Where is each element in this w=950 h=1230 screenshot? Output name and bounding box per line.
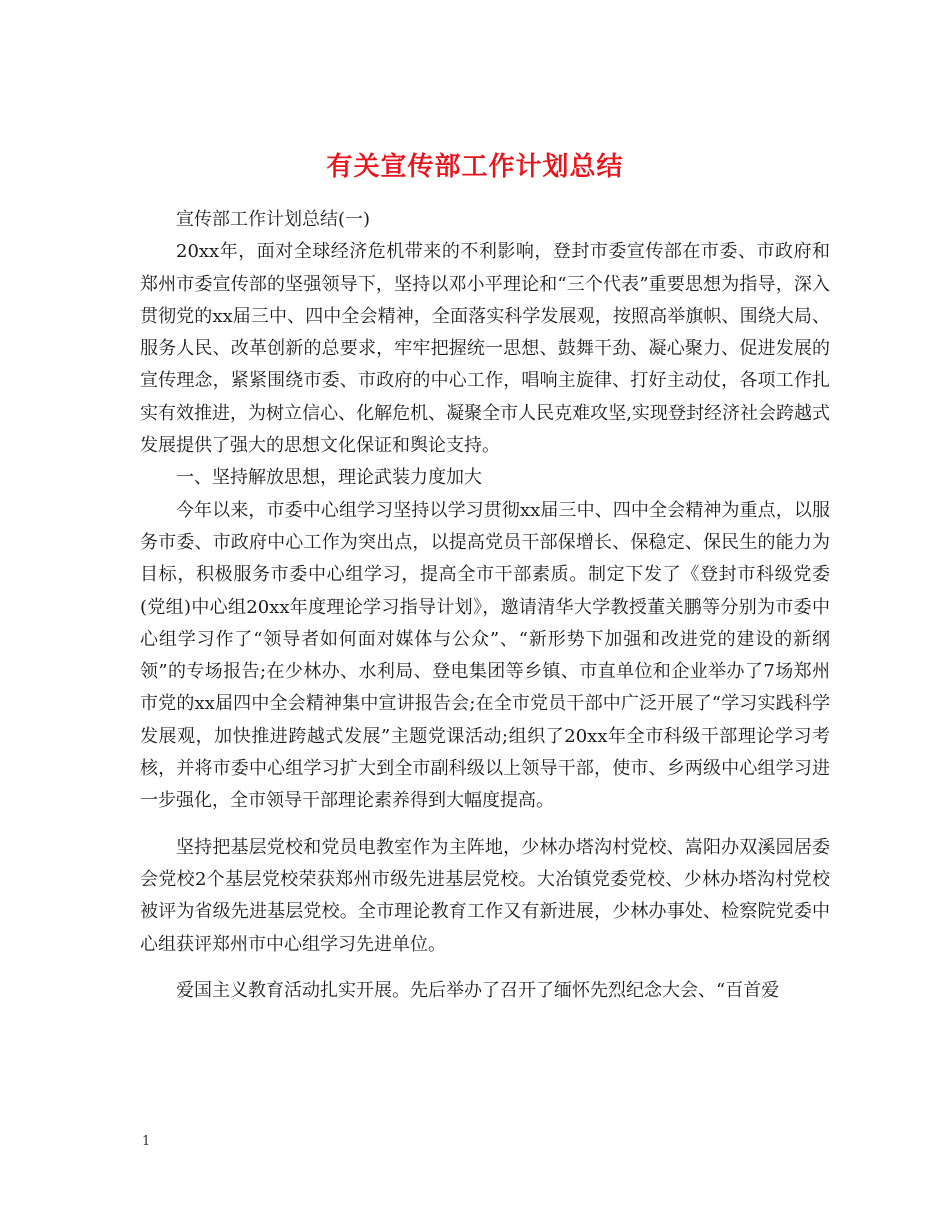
section-heading: 宣传部工作计划总结(一)	[176, 209, 371, 230]
document-body	[140, 204, 830, 1007]
paragraph: 坚持把基层党校和党员电教室作为主阵地，少林办塔沟村党校、嵩阳办双溪园居委会党校2个基层党校荣获郑州市级先进基层党校。大冶镇党委党校、少林办塔沟村党校被评为省级先进基层党校。全市理论教育工作又有新进展，少林办事处、检察院党委中心组获评郑州市中心组学习先进单位。	[140, 836, 830, 955]
page-number: 1	[142, 1134, 151, 1149]
subsection-heading: 一、坚持解放思想，理论武装力度加大	[176, 467, 482, 489]
document-title: 有关宣传部工作计划总结	[326, 152, 624, 183]
paragraph: 今年以来，市委中心组学习坚持以学习贯彻xx届三中、四中全会精神为重点，以服务市委、市政府中心工作为突出点，以提高党员干部保增长、保稳定、保民生的能力为目标，积极服务市委中心组学习，提高全市干部素质。制定下发了《登封市科级党委(党组)中心组20xx年度理论学习指导计划》，邀请清华大学教授董关鹏等分别为市委中心组学习作了“领导者如何面对媒体与公众”、“新形势下加强和改进党的建设的新纲领”的专场报告;在少林办、水利局、登电集团等乡镇、市直单位和企业举办了7场郑州市党的xx届四中全会精神集中宣讲报告会;在全市党员干部中广泛开展了“学习实践科学发展观，加快推进跨越式发展”主题党课活动;组织了20xx年全市科级干部理论学习考核，并将市委中心组学习扩大到全市副科级以上领导干部，使市、乡两级中心组学习进一步强化，全市领导干部理论素养得到大幅度提高。	[140, 499, 830, 812]
paragraph: 20xx年，面对全球经济危机带来的不利影响，登封市委宣传部在市委、市政府和郑州市委宣传部的坚强领导下，坚持以邓小平理论和“三个代表”重要思想为指导，深入贯彻党的xx届三中、四中全会精神，全面落实科学发展观，按照高举旗帜、围绕大局、服务人民、改革创新的总要求，牢牢把握统一思想、鼓舞干劲、凝心聚力、促进发展的宣传理念，紧紧围绕市委、市政府的中心工作，唱响主旋律、打好主动仗，各项工作扎实有效推进，为树立信心、化解危机、凝聚全市人民克难攻坚,实现登封经济社会跨越式发展提供了强大的思想文化保证和舆论支持。	[140, 241, 830, 457]
paragraph: 爱国主义教育活动扎实开展。先后举办了召开了缅怀先烈纪念大会、“百首爱	[176, 979, 780, 1001]
